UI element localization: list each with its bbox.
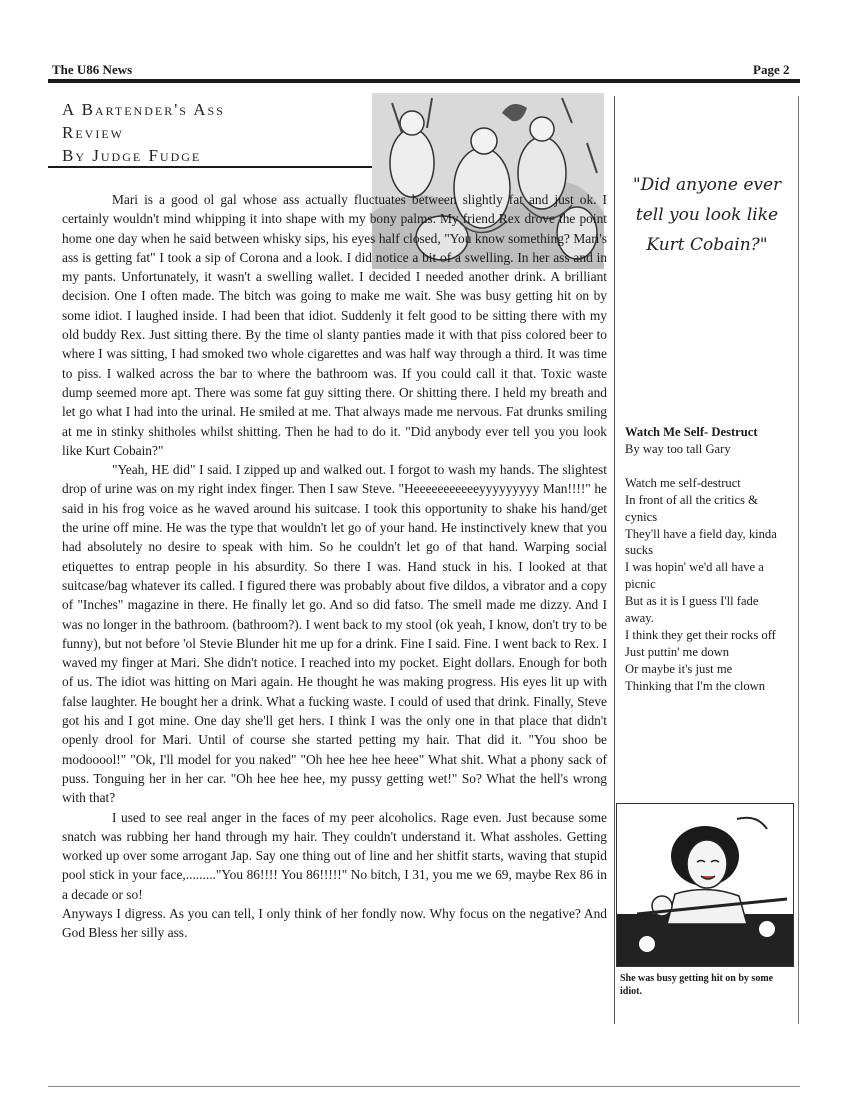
header-rule [48, 79, 800, 83]
poem-block [625, 424, 790, 695]
article-paragraph: Mari is a good ol gal whose ass actually fluctuates between slightly fat and just ok. I certainly wouldn't mind whipping it into shape with my bony palms. My friend Rex drove the point home one day when he said between whisky sips, his eyes half closed, "You know something? Mari's ass is getting fat" I took a sip of Corona and a look. I did notice a bit of a swelling. In her ass and in my pants. Unfortunately, it wasn't a swelling wallet. I decided I needed another drink. A brilliant decision. One I often made. The bitch was going to make me wait. She was busy getting hit on by some idiot. I laughed inside. I had been that idiot. Suddenly it felt good to be sitting there with my old buddy Rex. Just sitting there. By the time ol slanty panties made it with that piss colored beer to where I was sitting, I had smoked two whole cigarettes and was half way through a third. It was time to piss. I walked across the bar to where the bathroom was. If you could call it that. Toxic waste dump seemed more apt. There was some fat guy sitting there. Or shitting there. I held my breath and let go what I had into the urinal. He smiled at me. That always made me nervous. Fat drunks smiling at me in stinky shitholes whilst shitting. Then he had to do it. "Did anybody ever tell you you look like Kurt Cobain?" [62, 192, 607, 458]
poem-byline: By way too tall Gary [625, 441, 731, 456]
poem-title: Watch Me Self- Destruct [625, 425, 758, 439]
article-paragraph: "Yeah, HE did" I said. I zipped up and walked out. I forgot to wash my hands. The slightest drop of urine was on my right index finger. Then I saw Steve. "Heeeeeeeeeeeyyyyyyyyy Man!!!!" he said in his frog voice as he waved around his suitcase. I took this opportunity to shake his hand/get the urine off mine. He was the type that wouldn't let go of your hand. He instinctively knew that you had absolutely no desire to speak with him. So he couldn't let go of that hand. Warping social etiquettes to entrap people in his absurdity. So there I was. Hand stuck in his. I looked at that suitcase/bag whatever its called. I figured there was probably about five dildos, a vibrator and a copy of "Inches" magazine in there. He finally let go. And so did fatso. The smell made me dizzy. And I was no longer in the bathroom. (bathroom?). I went back to my stool (ok yeah, I know, don't try to be funny), but not before 'ol Stevie Blunder hit me up for a drink. Fine I said. Fine. I went back to Rex. I waved my finger at Mari. She didn't notice. I reached into my pocket. Eight dollars. Enough for both of us. The idiot was hitting on Mari again. He thought he was making progress. His eyes lit up with false laughter. He bought her a drink. What a fucking waste. I could of used that drink. Finally, Steve got his and I got mine. One day she'll get hers. I think I was the only one in that place that didn't openly drool for Mari. Until of course she started petting my hair. That did it. "You shoo be modooool!" "Ok, I'll model for you naked" "Oh hee hee hee heee" What shit. What a phony sack of puss. Tonguing her in her car. "Oh hee hee hee, my pussy getting wet!" So? What the hell's wrong with that? [62, 462, 607, 806]
poem-line: Watch me self-destruct [625, 475, 741, 490]
page-edge-line [798, 96, 799, 1024]
article-title-line-2: Review [62, 123, 124, 142]
poem-line: They'll have a field day, kinda sucks [625, 526, 777, 558]
article-paragraph: Anyways I digress. As you can tell, I only think of her fondly now. Why focus on the negative? And God Bless her silly ass. [62, 905, 607, 941]
pull-quote: "Did anyone ever tell you look like Kurt Cobain?" [632, 175, 782, 255]
article-paragraph: I used to see real anger in the faces of my peer alcoholics. Rage even. Just because some snatch was rubbing her hand through my hair. They couldn't understand it. What assholes. Getting worked up over some arrogant Jap. Say one thing out of line and her shitfit starts, waving that stupid pool stick in your face,........."You 86!!!! You 86!!!!!" No bitch, I 31, you me we 69, maybe Rex 86 in a decade or so! [62, 809, 607, 902]
poem-line: In front of all the critics & cynics [625, 492, 758, 524]
page-number: Page 2 [753, 62, 790, 77]
bottom-rule [48, 1086, 800, 1087]
poem-line: Or maybe it's just me [625, 661, 733, 676]
pool-player-woman-illustration [616, 803, 794, 967]
article-title-line-1: A Bartender's Ass [62, 100, 225, 119]
poem-spacer [625, 458, 790, 475]
column-divider [614, 96, 615, 1024]
photo-caption: She was busy getting hit on by some idiot. [620, 973, 774, 997]
poem-line: I think they get their rocks off [625, 627, 776, 642]
poem-line: Just puttin' me down [625, 644, 730, 659]
article-body [62, 190, 607, 943]
article-title-line-3: By Judge Fudge [62, 146, 202, 165]
newsletter-name: The U86 News [52, 62, 133, 77]
poem-line: But as it is I guess I'll fade away. [625, 594, 759, 626]
article-title [62, 98, 362, 167]
pool-player-sketch [617, 804, 793, 966]
poem-line: Thinking that I'm the clown [625, 678, 766, 693]
poem-line: I was hopin' we'd all have a picnic [625, 560, 764, 592]
